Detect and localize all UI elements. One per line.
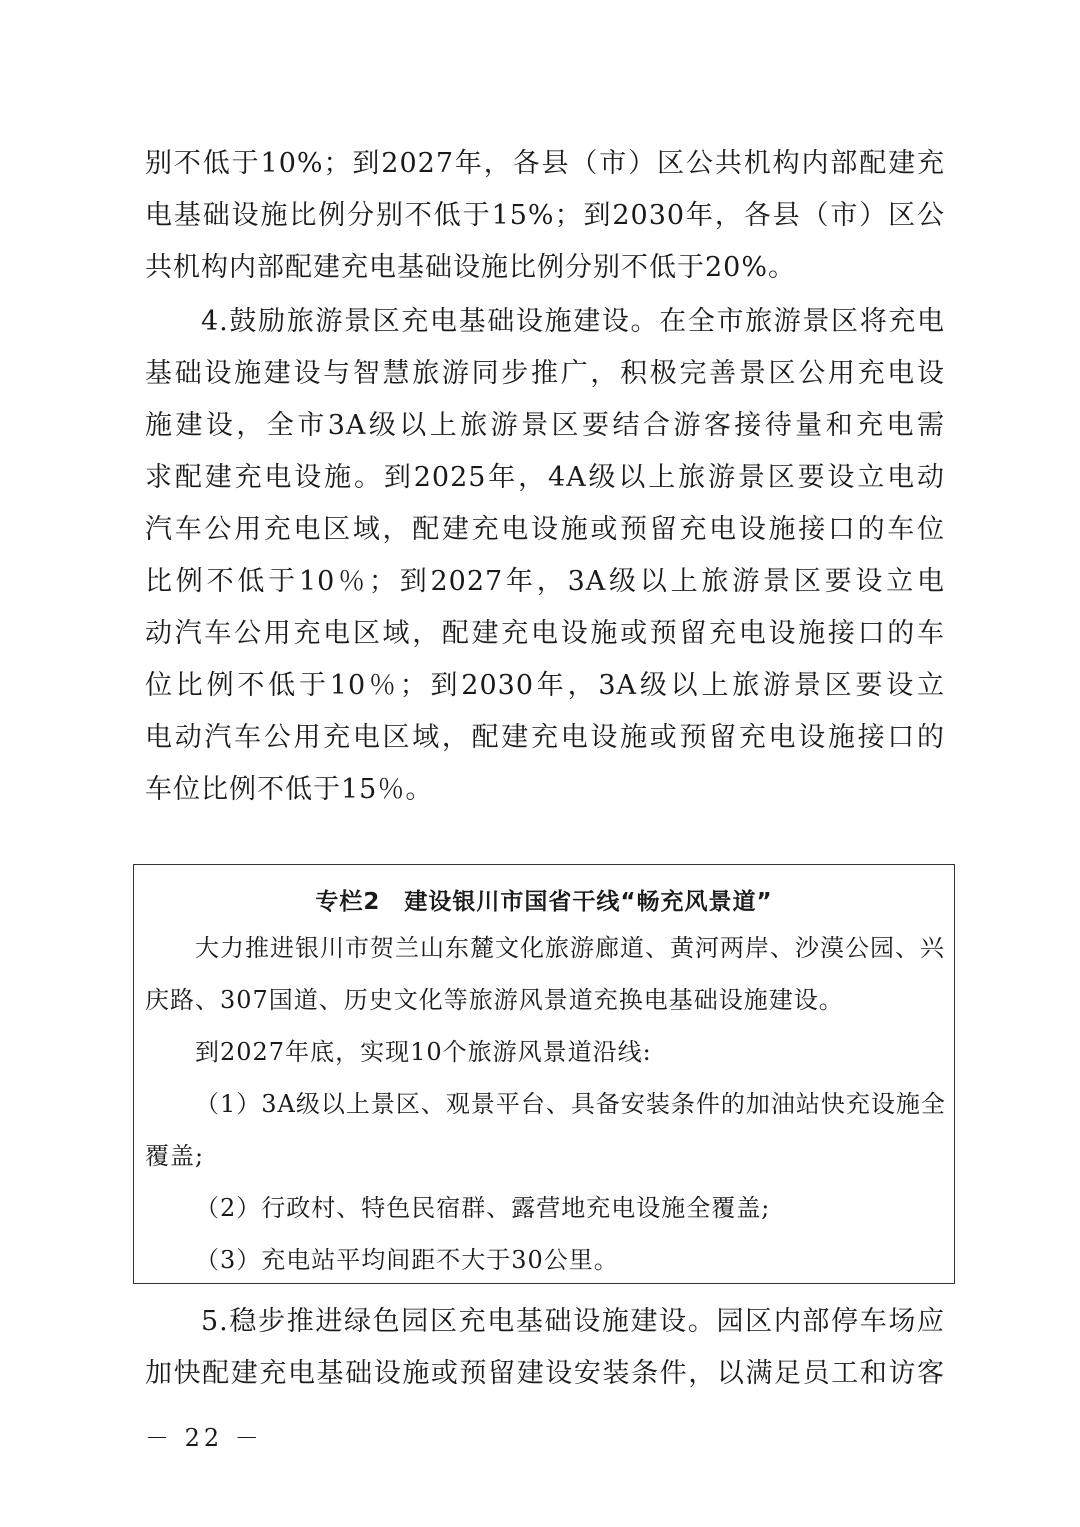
text-line: 动汽车公用充电区域，配建充电设施或预留充电设施接口的车 (145, 618, 945, 649)
text-line: 5.稳步推进绿色园区充电基础设施建设。园区内部停车场应 (201, 1306, 945, 1337)
box-text-line: （1）3A级以上景区、观景平台、具备安装条件的加油站快充设施全 (195, 1090, 946, 1118)
text-line: 别不低于10%；到2027年，各县（市）区公共机构内部配建充 (145, 148, 945, 179)
box-text-line: （2）行政村、特色民宿群、露营地充电设施全覆盖; (195, 1194, 771, 1222)
text-line: 施建设，全市3A级以上旅游景区要结合游客接待量和充电需 (145, 410, 945, 441)
item5-paragraph (145, 1296, 945, 1400)
text-line: 加快配建充电基础设施或预留建设安装条件，以满足员工和访客 (145, 1358, 945, 1389)
text-line: 4.鼓励旅游景区充电基础设施建设。在全市旅游景区将充电 (201, 306, 945, 337)
text-line: 求配建充电设施。到2025年，4A级以上旅游景区要设立电动 (145, 462, 945, 493)
text-line: 电动汽车公用充电区域，配建充电设施或预留充电设施接口的 (145, 722, 945, 753)
box-text-line: 覆盖; (145, 1142, 205, 1170)
text-line: 共机构内部配建充电基础设施比例分别不低于20%。 (145, 252, 797, 283)
box-text-line: （3）充电站平均间距不大于30公里。 (195, 1246, 619, 1274)
text-line: 电基础设施比例分别不低于15%；到2030年，各县（市）区公 (145, 200, 945, 231)
box-text-line: 到2027年底，实现10个旅游风景道沿线: (195, 1038, 652, 1066)
box-text-line: 大力推进银川市贺兰山东麓文化旅游廊道、黄河两岸、沙漠公园、兴 (195, 934, 945, 962)
box-text-line: 庆路、307国道、历史文化等旅游风景道充换电基础设施建设。 (145, 986, 844, 1014)
top-paragraph (145, 138, 945, 294)
text-line: 比例不低于10％；到2027年，3A级以上旅游景区要设立电 (145, 566, 945, 597)
column-box-body (145, 922, 945, 1286)
text-line: 基础设施建设与智慧旅游同步推广，积极完善景区公用充电设 (145, 358, 945, 389)
column-box-title: 专栏2 建设银川市国省干线“畅充风景道” (315, 889, 773, 915)
page-number: － 22 － (145, 1424, 263, 1452)
text-line: 汽车公用充电区域，配建充电设施或预留充电设施接口的车位 (145, 514, 945, 545)
text-line: 位比例不低于10％；到2030年，3A级以上旅游景区要设立 (145, 670, 945, 701)
item4-paragraph (145, 296, 945, 816)
text-line: 车位比例不低于15％。 (145, 774, 434, 805)
